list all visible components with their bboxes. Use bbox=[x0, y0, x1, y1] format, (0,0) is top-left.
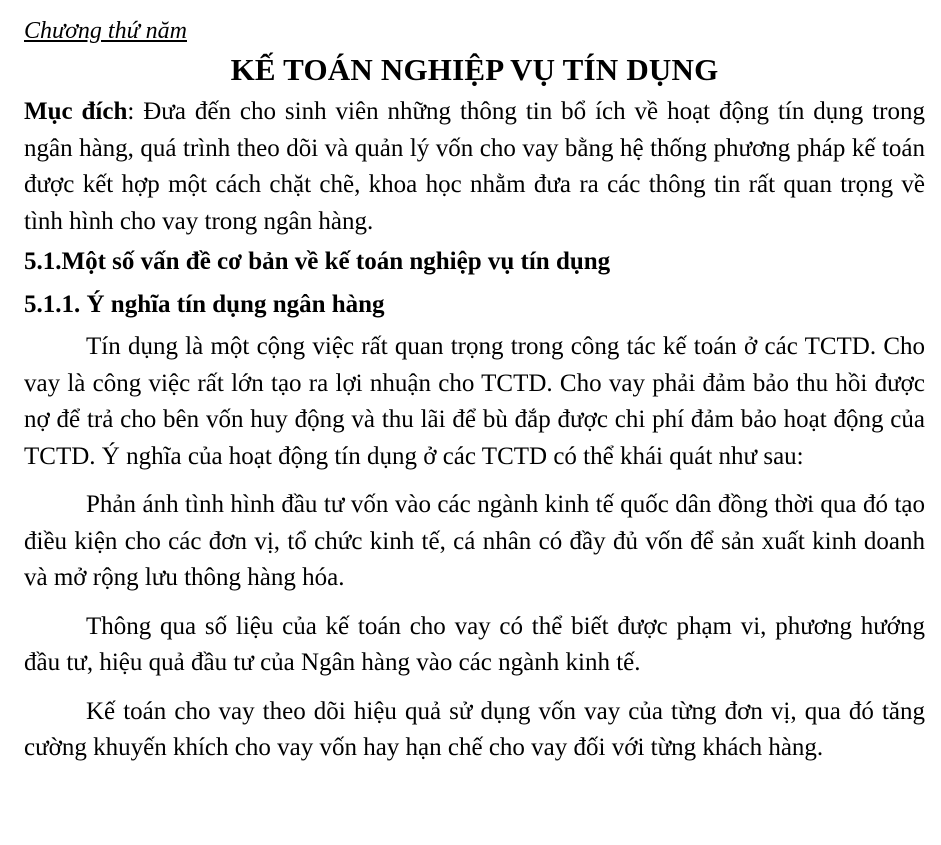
body-paragraph: Thông qua số liệu của kế toán cho vay có thể biết được phạm vi, phương hướng đầu tư, hiệu quả đầu tư của Ngân hàng vào các ngành kinh tế. bbox=[24, 612, 925, 676]
body-paragraph: Tín dụng là một cộng việc rất quan trọng trong công tác kế toán ở các TCTD. Cho vay là công việc rất lớn tạo ra lợi nhuận cho TCTD. Cho vay phải đảm bảo thu hồi được nợ để trả cho bên vốn huy động và thu lãi để bù đắp được chi phí đảm bảo hoạt động của TCTD. Ý nghĩa của hoạt động tín dụng ở các TCTD có thể khái quát như sau: bbox=[24, 333, 925, 470]
chapter-label: Chương thứ năm bbox=[24, 18, 187, 44]
section-heading: 5.1.Một số vấn đề cơ bản về kế toán nghiệp vụ tín dụng bbox=[24, 248, 611, 275]
purpose-lead: Mục đích bbox=[24, 98, 128, 125]
purpose-text: : Đưa đến cho sinh viên những thông tin bổ ích về hoạt động tín dụng trong ngân hàng, quá trình theo dõi và quản lý vốn cho vay bằng hệ thống phương pháp kế toán được kết hợp một cách chặt chẽ, khoa học nhằm đưa ra các thông tin rất quan trọng về tình hình cho vay trong ngân hàng. bbox=[24, 98, 925, 235]
subsection-heading: 5.1.1. Ý nghĩa tín dụng ngân hàng bbox=[24, 290, 385, 318]
purpose-paragraph bbox=[24, 94, 925, 240]
body-paragraph: Kế toán cho vay theo dõi hiệu quả sử dụng vốn vay của từng đơn vị, qua đó tăng cường khuyến khích cho vay vốn hay hạn chế cho vay đối với từng khách hàng. bbox=[24, 697, 925, 761]
chapter-title: KẾ TOÁN NGHIỆP VỤ TÍN DỤNG bbox=[230, 52, 719, 87]
body-paragraph: Phản ánh tình hình đầu tư vốn vào các ngành kinh tế quốc dân đồng thời qua đó tạo điều kiện cho các đơn vị, tổ chức kinh tế, cá nhân có đầy đủ vốn để sản xuất kinh doanh và mở rộng lưu thông hàng hóa. bbox=[24, 491, 925, 591]
